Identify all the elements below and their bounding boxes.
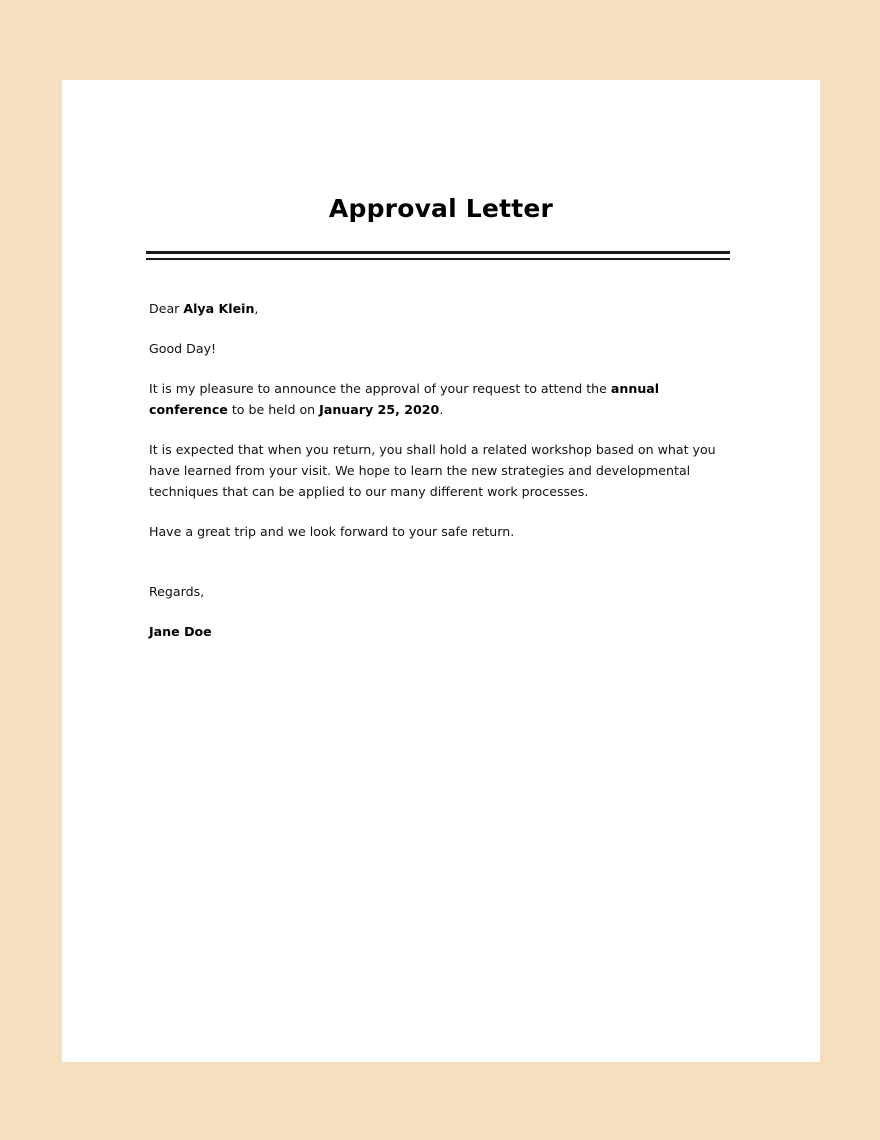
recipient-name: Alya Klein [183, 301, 255, 316]
paragraph-wishes: Have a great trip and we look forward to your safe return. [149, 524, 515, 539]
salutation-suffix: , [254, 301, 259, 316]
event-name: annual conference [149, 381, 660, 417]
title-divider-bottom [146, 258, 730, 260]
title-divider-top [146, 251, 730, 254]
letter-page [62, 80, 820, 1062]
paragraph-approval [149, 378, 739, 420]
letter-title: Approval Letter [328, 194, 554, 223]
letter-body [149, 298, 739, 661]
salutation [149, 298, 739, 319]
approval-text-c: . [439, 402, 444, 417]
approval-text-a: It is my pleasure to announce the approval of your request to attend the [149, 381, 611, 396]
signer-name: Jane Doe [149, 624, 212, 639]
paragraph-expectation: It is expected that when you return, you shall hold a related workshop based on what you have learned from your visit. We hope to learn the new strategies and developmental techniques that can be applied to our many different work processes. [149, 442, 716, 499]
greeting: Good Day! [149, 341, 217, 356]
event-date: January 25, 2020 [319, 402, 440, 417]
closing: Regards, [149, 584, 205, 599]
approval-text-b: to be held on [227, 402, 320, 417]
salutation-prefix: Dear [149, 301, 184, 316]
